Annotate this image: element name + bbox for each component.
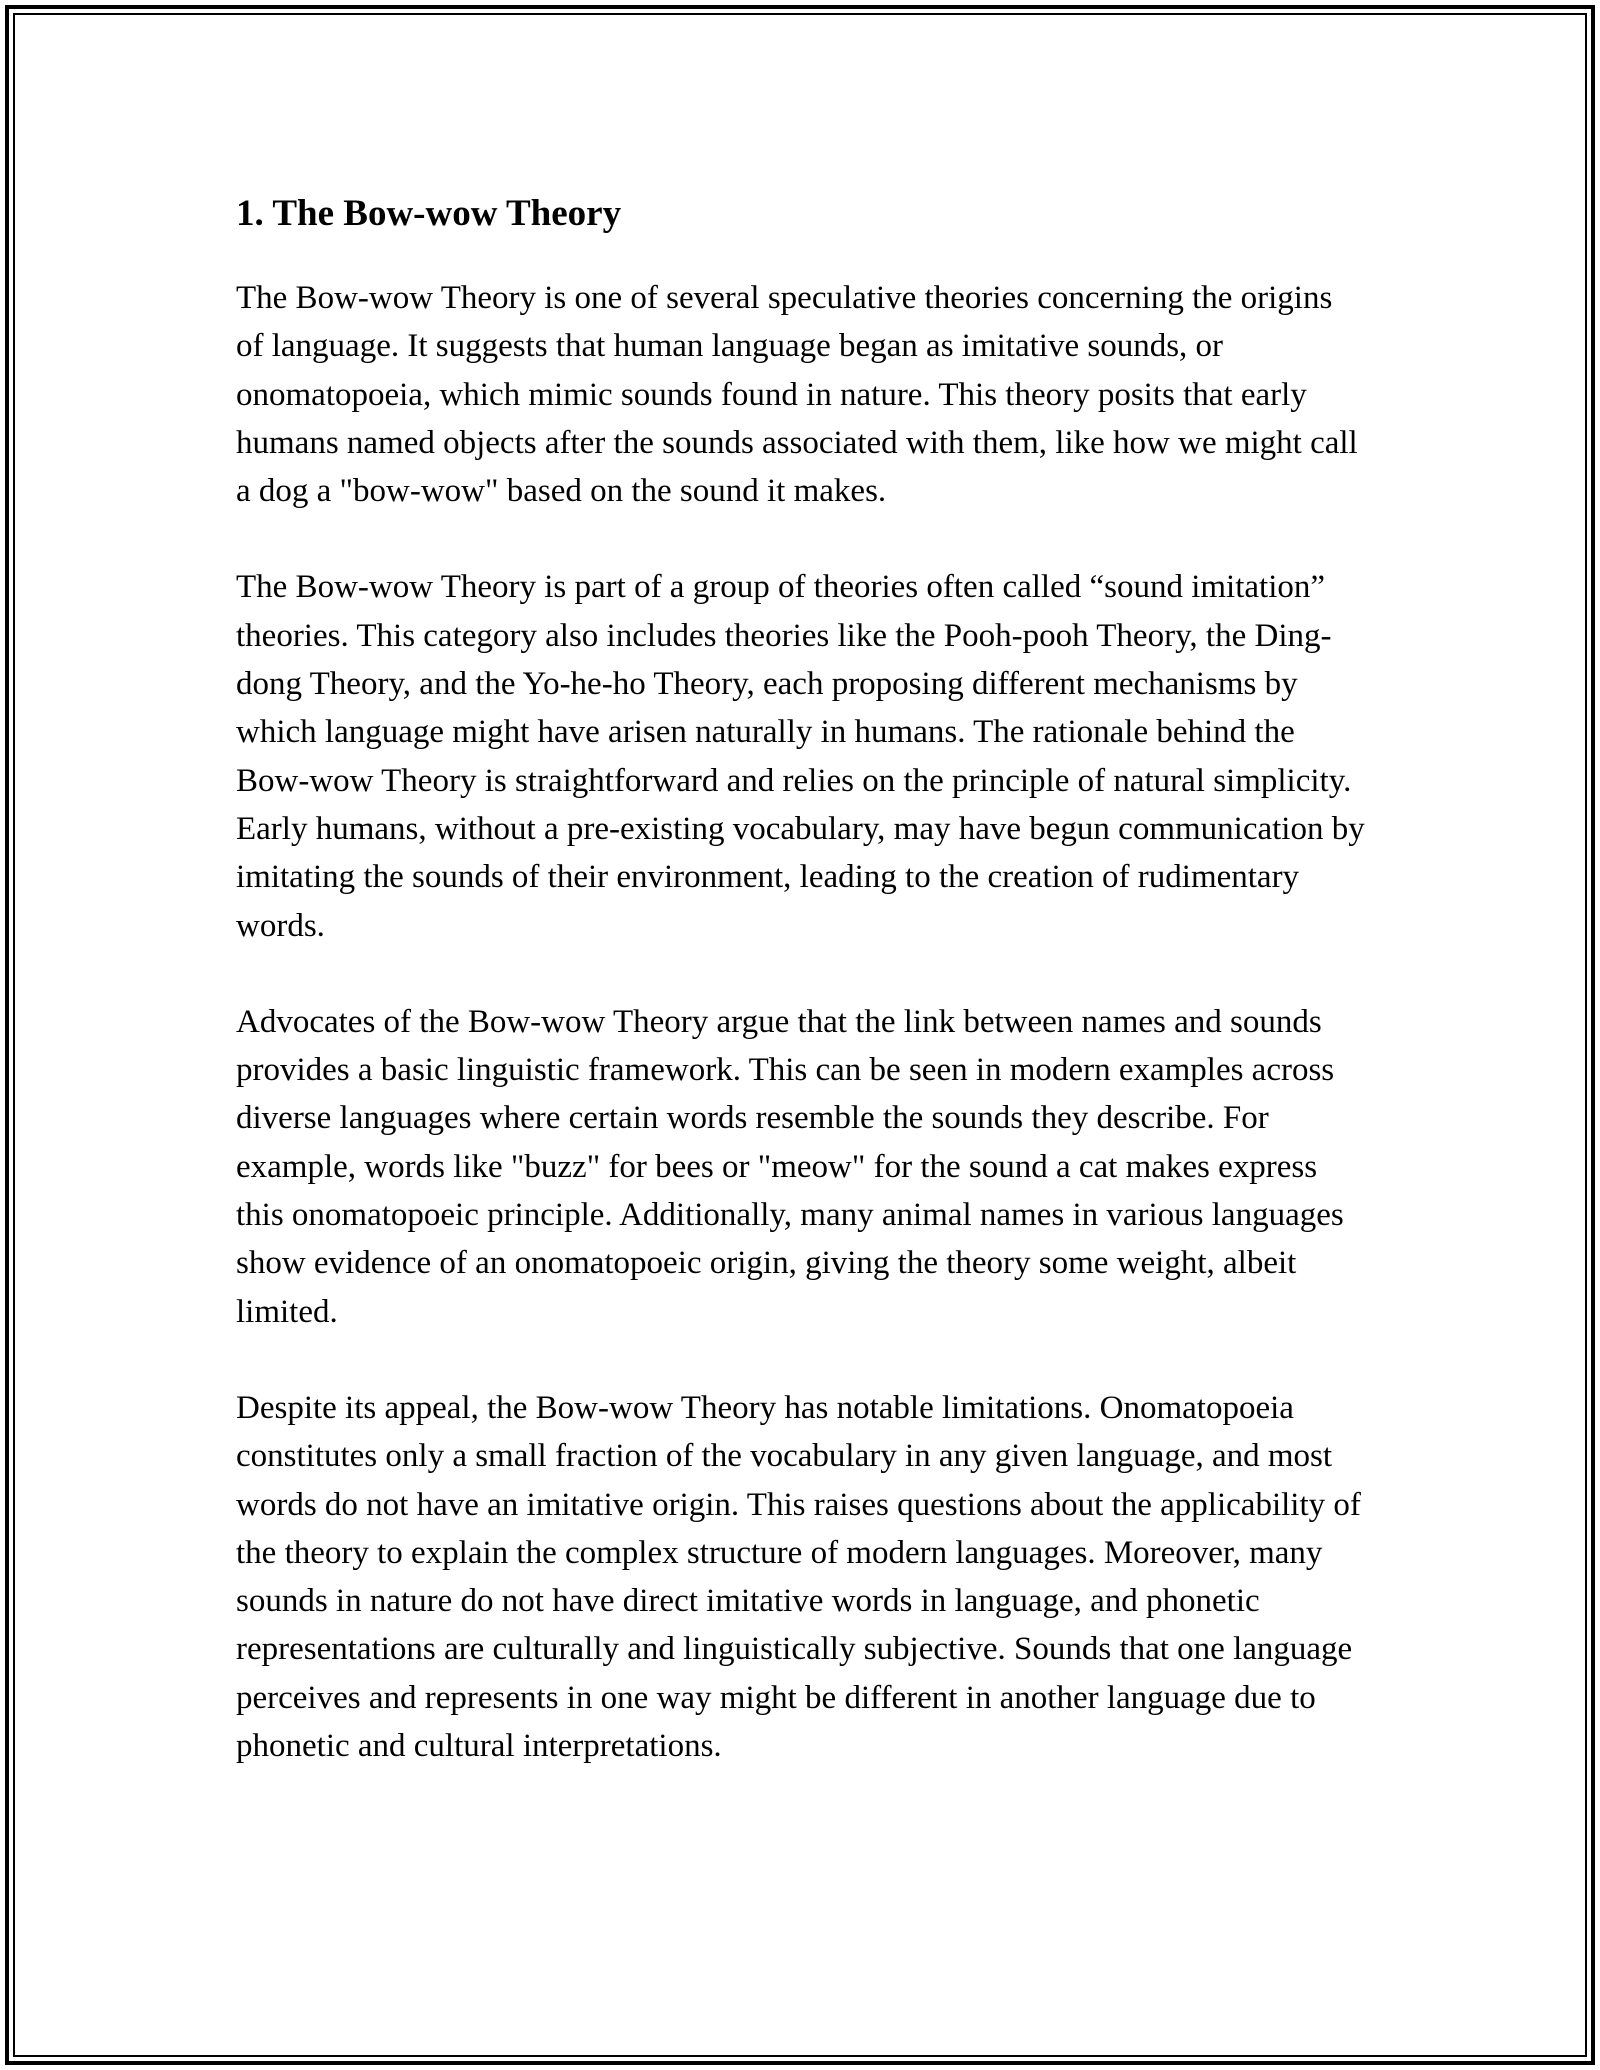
paragraph-advocates: Advocates of the Bow-wow Theory argue that the link between names and sounds provides a basic linguistic framework. This can be seen in modern examples across diverse languages where certain words resemble the sounds they describe. For example, words like "buzz" for bees or "meow" for the sound a cat makes express this onomatopoeic principle. Additionally, many animal names in various languages show evidence of an onomatopoeic origin, giving the theory some weight, albeit limited. — [236, 1003, 1344, 1330]
paragraph-limitations: Despite its appeal, the Bow-wow Theory has notable limitations. Onomatopoeia constitutes only a small fraction of the vocabulary in any given language, and most words do not have an imitative origin. This raises questions about the applicability of the theory to explain the complex structure of modern languages. Moreover, many sounds in nature do not have direct imitative words in language, and phonetic representations are culturally and linguistically subjective. Sounds that one language perceives and represents in one way might be different in another language due to phonetic and cultural interpretations. — [236, 1389, 1361, 1765]
paragraph-sound-imitation: The Bow-wow Theory is part of a group of theories often called “sound imitation” theories. This category also includes theories like the Pooh-pooh Theory, the Ding-dong Theory, and the Yo-he-ho Theory, each proposing different mechanisms by which language might have arisen naturally in humans. The rationale behind the Bow-wow Theory is straightforward and relies on the principle of natural simplicity. Early humans, without a pre-existing vocabulary, may have begun communication by imitating the sounds of their environment, leading to the creation of rudimentary words. — [236, 569, 1365, 944]
section-heading: 1. The Bow-wow Theory — [236, 193, 622, 234]
document-body — [236, 186, 1366, 1818]
paragraph-intro: The Bow-wow Theory is one of several speculative theories concerning the origins of language. It suggests that human language began as imitative sounds, or onomatopoeia, which mimic sounds found in nature. This theory posits that early humans named objects after the sounds associated with them, like how we might call a dog a "bow-wow" based on the sound it makes. — [236, 280, 1358, 510]
